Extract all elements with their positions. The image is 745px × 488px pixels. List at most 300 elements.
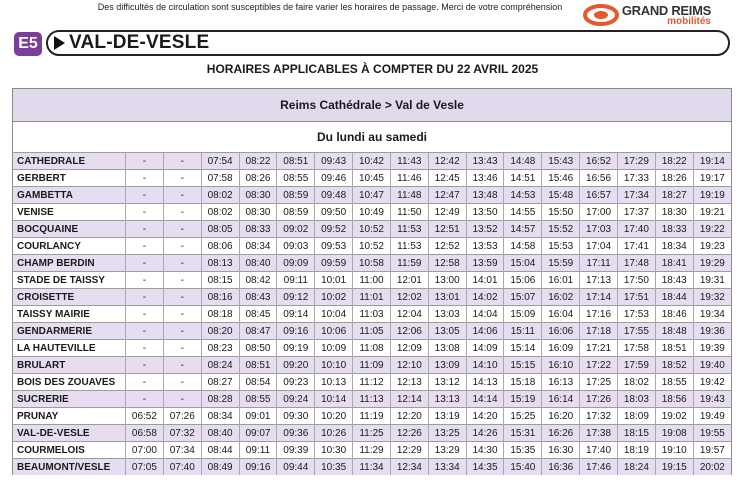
departure-time: 18:41 — [655, 255, 693, 272]
departure-time: 19:49 — [693, 408, 731, 425]
departure-time: 12:34 — [390, 459, 428, 476]
departure-time: 19:21 — [693, 204, 731, 221]
departure-time: 17:37 — [617, 204, 655, 221]
departure-time: 09:44 — [277, 459, 315, 476]
departure-time: 16:52 — [580, 153, 618, 170]
departure-time: 08:44 — [201, 442, 239, 459]
departure-time: 14:20 — [466, 408, 504, 425]
departure-time: 07:26 — [163, 408, 201, 425]
departure-time: 10:52 — [353, 238, 391, 255]
stop-name: CHAMP BERDIN — [13, 255, 126, 272]
departure-time: 08:45 — [239, 306, 277, 323]
departure-time: 09:09 — [277, 255, 315, 272]
departure-time: 17:59 — [617, 357, 655, 374]
departure-time: 08:34 — [239, 238, 277, 255]
stop-name: SUCRERIE — [13, 391, 126, 408]
departure-time: 12:09 — [390, 340, 428, 357]
departure-time: 12:06 — [390, 323, 428, 340]
departure-time: 08:55 — [277, 170, 315, 187]
departure-time: 12:52 — [428, 238, 466, 255]
departure-time: 09:19 — [277, 340, 315, 357]
departure-time: 13:00 — [428, 272, 466, 289]
departure-time: 15:35 — [504, 442, 542, 459]
departure-time: 15:15 — [504, 357, 542, 374]
timetable-row — [13, 289, 731, 306]
stop-name: COURLANCY — [13, 238, 126, 255]
departure-time: 09:07 — [239, 425, 277, 442]
stop-name: VENISE — [13, 204, 126, 221]
departure-time: 09:16 — [239, 459, 277, 476]
stop-name: CATHEDRALE — [13, 153, 126, 170]
departure-time: 10:14 — [315, 391, 353, 408]
departure-time: 17:33 — [617, 170, 655, 187]
departure-time: 15:43 — [542, 153, 580, 170]
departure-time: 10:10 — [315, 357, 353, 374]
departure-time: 08:40 — [239, 255, 277, 272]
departure-time: 16:30 — [542, 442, 580, 459]
timetable-row — [13, 238, 731, 255]
departure-time: 17:13 — [580, 272, 618, 289]
departure-time: 19:02 — [655, 408, 693, 425]
departure-time: 17:14 — [580, 289, 618, 306]
departure-time: 19:43 — [693, 391, 731, 408]
departure-time: 08:16 — [201, 289, 239, 306]
departure-time: 19:31 — [693, 272, 731, 289]
departure-time: 13:03 — [428, 306, 466, 323]
departure-time: 09:43 — [315, 153, 353, 170]
departure-time: 15:50 — [542, 204, 580, 221]
departure-time: 09:02 — [277, 221, 315, 238]
brand-logo — [583, 2, 711, 28]
timetable-row — [13, 425, 731, 442]
departure-time: 17:16 — [580, 306, 618, 323]
departure-time: 08:50 — [239, 340, 277, 357]
departure-time: 09:14 — [277, 306, 315, 323]
departure-time: 08:26 — [239, 170, 277, 187]
departure-time: 08:02 — [201, 204, 239, 221]
departure-time: 10:09 — [315, 340, 353, 357]
departure-time: 15:52 — [542, 221, 580, 238]
departure-time: 08:20 — [201, 323, 239, 340]
departure-time: 12:26 — [390, 425, 428, 442]
timetable — [13, 152, 731, 475]
departure-time: 18:48 — [655, 323, 693, 340]
departure-time: 10:52 — [353, 221, 391, 238]
departure-time: 08:28 — [201, 391, 239, 408]
departure-time: 11:08 — [353, 340, 391, 357]
departure-time: 09:16 — [277, 323, 315, 340]
departure-time: 16:56 — [580, 170, 618, 187]
departure-time: 11:09 — [353, 357, 391, 374]
departure-time: 13:34 — [428, 459, 466, 476]
departure-time: 08:18 — [201, 306, 239, 323]
departure-time: 18:27 — [655, 187, 693, 204]
departure-time: 15:18 — [504, 374, 542, 391]
departure-time: 15:11 — [504, 323, 542, 340]
departure-time: 18:26 — [655, 170, 693, 187]
brand-name: GRAND REIMS — [621, 2, 711, 18]
departure-time: 08:05 — [201, 221, 239, 238]
departure-time: 17:48 — [617, 255, 655, 272]
departure-time: 09:50 — [315, 204, 353, 221]
departure-time: 13:52 — [466, 221, 504, 238]
service-days: Du lundi au samedi — [316, 130, 427, 144]
departure-time: 17:26 — [580, 391, 618, 408]
departure-time: 14:57 — [504, 221, 542, 238]
departure-time: - — [126, 289, 164, 306]
departure-time: 20:02 — [693, 459, 731, 476]
departure-time: 13:50 — [466, 204, 504, 221]
departure-time: 07:34 — [163, 442, 201, 459]
departure-time: 12:20 — [390, 408, 428, 425]
departure-time: 17:46 — [580, 459, 618, 476]
applicable-date-heading: HORAIRES APPLICABLES À COMPTER DU 22 AVRIL 2025 — [206, 62, 539, 76]
timetable-row — [13, 153, 731, 170]
departure-time: 08:27 — [201, 374, 239, 391]
departure-time: 10:58 — [353, 255, 391, 272]
departure-time: 08:59 — [277, 187, 315, 204]
departure-time: 07:54 — [201, 153, 239, 170]
departure-time: 14:58 — [504, 238, 542, 255]
departure-time: 15:09 — [504, 306, 542, 323]
departure-time: 16:02 — [542, 289, 580, 306]
stop-name: GERBERT — [13, 170, 126, 187]
timetable-row — [13, 170, 731, 187]
stop-name: CROISETTE — [13, 289, 126, 306]
departure-time: 09:46 — [315, 170, 353, 187]
departure-time: 11:25 — [353, 425, 391, 442]
departure-time: 18:09 — [617, 408, 655, 425]
departure-time: 16:14 — [542, 391, 580, 408]
departure-time: 09:03 — [277, 238, 315, 255]
departure-time: - — [126, 238, 164, 255]
departure-time: 13:05 — [428, 323, 466, 340]
stop-name: LA HAUTEVILLE — [13, 340, 126, 357]
departure-time: 09:48 — [315, 187, 353, 204]
departure-time: 14:53 — [504, 187, 542, 204]
departure-time: 17:04 — [580, 238, 618, 255]
departure-time: 17:55 — [617, 323, 655, 340]
departure-time: 13:46 — [466, 170, 504, 187]
departure-time: - — [163, 170, 201, 187]
departure-time: 09:30 — [277, 408, 315, 425]
stop-name: BEAUMONT/VESLE — [13, 459, 126, 476]
departure-time: - — [126, 153, 164, 170]
departure-time: 17:50 — [617, 272, 655, 289]
departure-time: 19:55 — [693, 425, 731, 442]
departure-time: 15:04 — [504, 255, 542, 272]
departure-time: 08:30 — [239, 204, 277, 221]
departure-time: 11:48 — [390, 187, 428, 204]
departure-time: 09:23 — [277, 374, 315, 391]
departure-time: 08:02 — [201, 187, 239, 204]
departure-time: 08:13 — [201, 255, 239, 272]
departure-time: - — [163, 153, 201, 170]
departure-time: - — [126, 374, 164, 391]
departure-time: 18:19 — [617, 442, 655, 459]
departure-time: 19:42 — [693, 374, 731, 391]
departure-time: 08:33 — [239, 221, 277, 238]
departure-time: - — [163, 340, 201, 357]
departure-time: - — [163, 221, 201, 238]
departure-time: 11:13 — [353, 391, 391, 408]
departure-time: 17:40 — [617, 221, 655, 238]
departure-time: - — [126, 306, 164, 323]
departure-time: - — [163, 238, 201, 255]
departure-time: 19:34 — [693, 306, 731, 323]
stop-name: PRUNAY — [13, 408, 126, 425]
departure-time: 08:54 — [239, 374, 277, 391]
departure-time: 19:14 — [693, 153, 731, 170]
departure-time: - — [126, 170, 164, 187]
stop-name: BOIS DES ZOUAVES — [13, 374, 126, 391]
departure-time: 10:42 — [353, 153, 391, 170]
departure-time: 14:10 — [466, 357, 504, 374]
departure-time: 12:49 — [428, 204, 466, 221]
departure-time: 08:40 — [201, 425, 239, 442]
departure-time: - — [163, 272, 201, 289]
departure-time: 12:45 — [428, 170, 466, 187]
stop-name: BOCQUAINE — [13, 221, 126, 238]
departure-time: 17:25 — [580, 374, 618, 391]
departure-time: 18:55 — [655, 374, 693, 391]
departure-time: 18:24 — [617, 459, 655, 476]
departure-time: 11:34 — [353, 459, 391, 476]
departure-time: 11:12 — [353, 374, 391, 391]
departure-time: 17:00 — [580, 204, 618, 221]
timetable-row — [13, 374, 731, 391]
departure-time: - — [163, 255, 201, 272]
departure-time: 13:53 — [466, 238, 504, 255]
departure-time: 15:19 — [504, 391, 542, 408]
grand-reims-logo-icon — [583, 4, 619, 26]
departure-time: 15:59 — [542, 255, 580, 272]
departure-time: 11:05 — [353, 323, 391, 340]
departure-time: 08:34 — [201, 408, 239, 425]
departure-time: 10:47 — [353, 187, 391, 204]
departure-time: 13:48 — [466, 187, 504, 204]
departure-time: 15:06 — [504, 272, 542, 289]
departure-time: 11:03 — [353, 306, 391, 323]
departure-time: 06:52 — [126, 408, 164, 425]
timetable-row — [13, 255, 731, 272]
departure-time: 15:53 — [542, 238, 580, 255]
departure-time: 17:29 — [617, 153, 655, 170]
departure-time: 17:32 — [580, 408, 618, 425]
departure-time: 08:06 — [201, 238, 239, 255]
departure-time: 09:11 — [277, 272, 315, 289]
departure-time: 15:40 — [504, 459, 542, 476]
departure-time: 09:12 — [277, 289, 315, 306]
departure-time: 08:47 — [239, 323, 277, 340]
timetable-row — [13, 340, 731, 357]
departure-time: - — [126, 340, 164, 357]
departure-time: 08:23 — [201, 340, 239, 357]
departure-time: 06:58 — [126, 425, 164, 442]
departure-time: 09:52 — [315, 221, 353, 238]
departure-time: - — [163, 306, 201, 323]
departure-time: 14:06 — [466, 323, 504, 340]
departure-time: 11:00 — [353, 272, 391, 289]
departure-time: 14:01 — [466, 272, 504, 289]
departure-time: 10:13 — [315, 374, 353, 391]
departure-time: 19:39 — [693, 340, 731, 357]
departure-time: 14:48 — [504, 153, 542, 170]
departure-time: 13:09 — [428, 357, 466, 374]
departure-time: 18:46 — [655, 306, 693, 323]
departure-time: 15:46 — [542, 170, 580, 187]
stop-name: GENDARMERIE — [13, 323, 126, 340]
departure-time: 12:51 — [428, 221, 466, 238]
line-title: VAL-DE-VESLE — [69, 32, 210, 53]
departure-time: 14:51 — [504, 170, 542, 187]
departure-time: 08:42 — [239, 272, 277, 289]
departure-time: 12:42 — [428, 153, 466, 170]
departure-time: - — [163, 323, 201, 340]
departure-time: 08:43 — [239, 289, 277, 306]
departure-time: 18:02 — [617, 374, 655, 391]
departure-time: 14:02 — [466, 289, 504, 306]
departure-time: 16:13 — [542, 374, 580, 391]
departure-time: 19:08 — [655, 425, 693, 442]
play-arrow-icon — [54, 36, 65, 50]
departure-time: - — [163, 204, 201, 221]
departure-time: 09:53 — [315, 238, 353, 255]
line-title-box — [46, 30, 730, 56]
departure-time: 14:30 — [466, 442, 504, 459]
departure-time: 19:36 — [693, 323, 731, 340]
timetable-row — [13, 357, 731, 374]
departure-time: 10:45 — [353, 170, 391, 187]
departure-time: 17:40 — [580, 442, 618, 459]
departure-time: 10:30 — [315, 442, 353, 459]
departure-time: 13:59 — [466, 255, 504, 272]
departure-time: 10:04 — [315, 306, 353, 323]
departure-time: - — [126, 221, 164, 238]
departure-time: 12:01 — [390, 272, 428, 289]
departure-time: 19:15 — [655, 459, 693, 476]
departure-time: 09:11 — [239, 442, 277, 459]
departure-time: 14:13 — [466, 374, 504, 391]
departure-time: - — [126, 323, 164, 340]
departure-time: 07:40 — [163, 459, 201, 476]
departure-time: 12:13 — [390, 374, 428, 391]
departure-time: 15:07 — [504, 289, 542, 306]
timetable-row — [13, 391, 731, 408]
departure-time: 19:40 — [693, 357, 731, 374]
departure-time: 13:19 — [428, 408, 466, 425]
departure-time: 11:50 — [390, 204, 428, 221]
departure-time: 16:01 — [542, 272, 580, 289]
departure-time: 18:03 — [617, 391, 655, 408]
departure-time: 08:51 — [277, 153, 315, 170]
departure-time: 19:10 — [655, 442, 693, 459]
departure-time: 13:43 — [466, 153, 504, 170]
departure-time: 11:43 — [390, 153, 428, 170]
departure-time: 16:20 — [542, 408, 580, 425]
departure-time: 17:22 — [580, 357, 618, 374]
departure-time: 09:01 — [239, 408, 277, 425]
departure-time: 08:30 — [239, 187, 277, 204]
departure-time: 10:49 — [353, 204, 391, 221]
departure-time: 16:57 — [580, 187, 618, 204]
departure-time: 09:59 — [315, 255, 353, 272]
departure-time: 16:36 — [542, 459, 580, 476]
departure-time: 10:26 — [315, 425, 353, 442]
departure-time: - — [126, 255, 164, 272]
departure-time: 19:17 — [693, 170, 731, 187]
departure-time: 17:38 — [580, 425, 618, 442]
departure-time: 16:04 — [542, 306, 580, 323]
departure-time: - — [163, 357, 201, 374]
departure-time: - — [126, 187, 164, 204]
stop-name: GAMBETTA — [13, 187, 126, 204]
timetable-panel — [12, 88, 732, 475]
departure-time: 15:25 — [504, 408, 542, 425]
departure-time: 13:29 — [428, 442, 466, 459]
stop-name: TAISSY MAIRIE — [13, 306, 126, 323]
stop-name: BRULART — [13, 357, 126, 374]
departure-time: 07:00 — [126, 442, 164, 459]
timetable-row — [13, 221, 731, 238]
departure-time: 08:59 — [277, 204, 315, 221]
departure-time: 17:03 — [580, 221, 618, 238]
departure-time: 08:22 — [239, 153, 277, 170]
departure-time: - — [126, 272, 164, 289]
departure-time: 17:11 — [580, 255, 618, 272]
brand-subtitle: mobilités — [667, 15, 711, 27]
departure-time: 09:24 — [277, 391, 315, 408]
departure-time: 08:49 — [201, 459, 239, 476]
departure-time: 12:04 — [390, 306, 428, 323]
timetable-row — [13, 187, 731, 204]
departure-time: 12:58 — [428, 255, 466, 272]
departure-time: 10:02 — [315, 289, 353, 306]
departure-time: 11:53 — [390, 221, 428, 238]
departure-time: 13:01 — [428, 289, 466, 306]
departure-time: - — [126, 391, 164, 408]
departure-time: 08:51 — [239, 357, 277, 374]
departure-time: 07:32 — [163, 425, 201, 442]
departure-time: 14:35 — [466, 459, 504, 476]
departure-time: 18:33 — [655, 221, 693, 238]
departure-time: 11:29 — [353, 442, 391, 459]
departure-time: 18:22 — [655, 153, 693, 170]
departure-time: 14:04 — [466, 306, 504, 323]
departure-time: 11:53 — [390, 238, 428, 255]
departure-time: 17:18 — [580, 323, 618, 340]
departure-time: 17:41 — [617, 238, 655, 255]
departure-time: 07:05 — [126, 459, 164, 476]
departure-time: 12:29 — [390, 442, 428, 459]
departure-time: 18:44 — [655, 289, 693, 306]
departure-time: 08:24 — [201, 357, 239, 374]
departure-time: 11:46 — [390, 170, 428, 187]
departure-time: 18:15 — [617, 425, 655, 442]
departure-time: 11:59 — [390, 255, 428, 272]
departure-time: 17:51 — [617, 289, 655, 306]
departure-time: 07:58 — [201, 170, 239, 187]
departure-time: 12:47 — [428, 187, 466, 204]
departure-time: 18:30 — [655, 204, 693, 221]
departure-time: 18:34 — [655, 238, 693, 255]
departure-time: - — [126, 357, 164, 374]
departure-time: 13:25 — [428, 425, 466, 442]
departure-time: 08:15 — [201, 272, 239, 289]
departure-time: 09:20 — [277, 357, 315, 374]
departure-time: 14:55 — [504, 204, 542, 221]
departure-time: 14:26 — [466, 425, 504, 442]
